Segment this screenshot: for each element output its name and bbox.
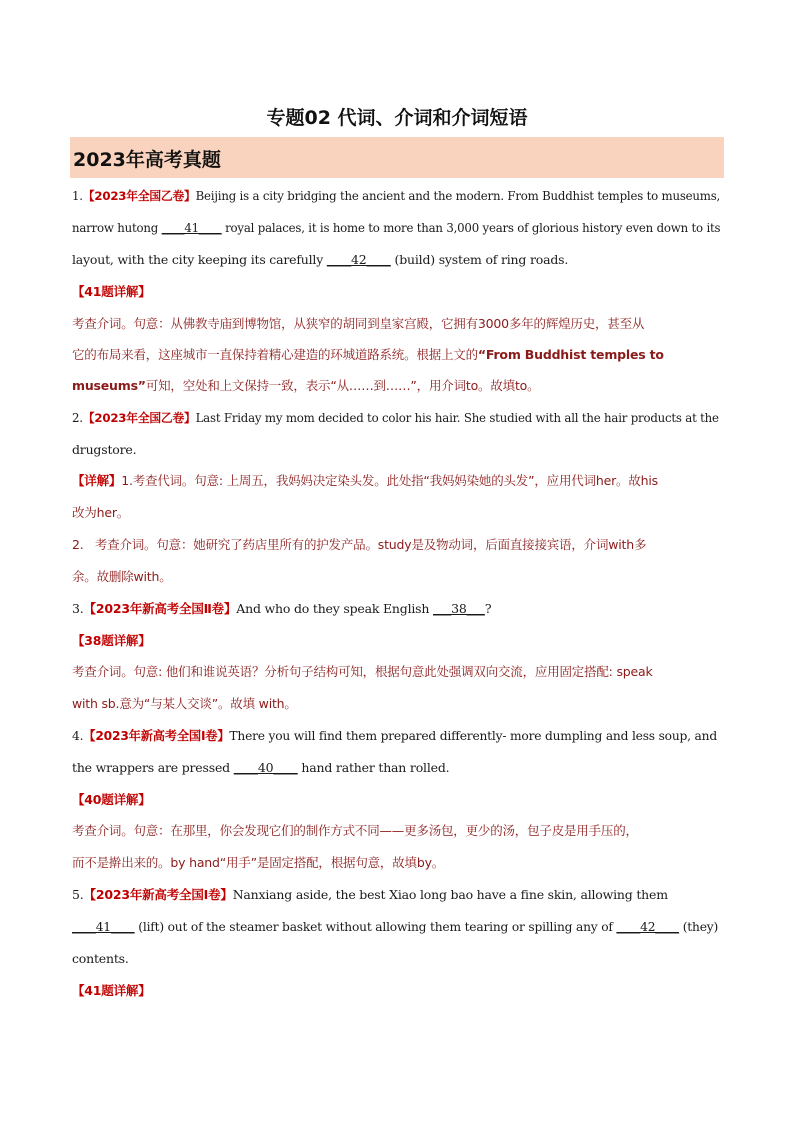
q2-d1b: 。故 — [616, 473, 641, 488]
q1-detail-1 — [72, 314, 722, 334]
q1-d1b: 多年的辉煌历史，甚至从 — [508, 316, 645, 331]
q1-detail-head: 【41题详解】 — [72, 284, 151, 299]
q3-source: 【2023年新高考全国Ⅱ卷】 — [83, 601, 237, 616]
q3-d2b: 意为“与某人交谈”。故填 — [119, 696, 255, 711]
q2-d1a: 1.考查代词。句意: 上周五，我妈妈决定染头发。此处指“我妈妈染她的头发”，应用代词 — [121, 473, 596, 488]
q3-detail-head: 【38题详解】 — [72, 633, 151, 648]
q5-line-3: contents. — [72, 951, 129, 966]
q2-detail-1 — [72, 471, 722, 491]
q1-text-2a: narrow hutong — [72, 221, 162, 235]
q2-detail-head: 【详解】 — [72, 473, 122, 488]
q1-number: 1. — [72, 189, 83, 203]
q2-line-1 — [72, 408, 722, 428]
blank-38: ___38___ — [433, 601, 485, 616]
q3-number: 3. — [72, 601, 84, 616]
q1-text-2b: royal palaces, it is home to more than 3,000 years of glorious history even down to its — [221, 221, 721, 235]
q5-blank-42: ____42____ — [616, 920, 680, 934]
q3-d1speak: speak — [616, 664, 653, 679]
q3-detail-1 — [72, 662, 722, 682]
q2-e1c: 多 — [633, 537, 647, 552]
q1-line-1 — [72, 186, 722, 206]
q3-d2c: 。 — [284, 696, 297, 711]
q2-e2a: 余。故删除 — [72, 569, 134, 584]
q2-source: 【2023年全国乙卷】 — [82, 411, 196, 425]
q1-line-3 — [72, 250, 722, 270]
q1-d3to2: to — [514, 378, 528, 393]
q4-d2c: 。 — [431, 855, 445, 870]
q4-d2b: “用手”是固定搭配，根据句意，故填 — [219, 855, 417, 870]
q4-detail-2 — [72, 853, 722, 873]
q4-d2by: by hand — [170, 855, 220, 870]
q1-detail-2 — [72, 345, 722, 365]
q5-line-1 — [72, 885, 722, 905]
blank-41: ____41____ — [161, 221, 222, 235]
blank-42: ____42____ — [326, 252, 391, 267]
q4-number: 4. — [72, 729, 84, 743]
q2-detail-2 — [72, 503, 722, 523]
q4-text-1: There you will find them prepared differently- more dumpling and less soup, and — [229, 729, 717, 743]
q1-d2quote: “From Buddhist temples to — [477, 347, 664, 362]
q1-d1a: 考查介词。句意：从佛教寺庙到博物馆，从狭窄的胡同到皇家宫殿，它拥有 — [72, 316, 478, 331]
q1-d1num: 3000 — [477, 316, 509, 331]
q4-line-1 — [72, 726, 722, 746]
q5-detail-head: 【41题详解】 — [72, 983, 151, 998]
q3-d2a: with sb. — [72, 696, 120, 711]
q5-text-2a: (lift) out of the steamer basket without allowing them tearing or spilling any of — [134, 920, 617, 934]
q4-line-2 — [72, 758, 722, 778]
q2-e2with: with — [133, 569, 160, 584]
q2-text-1: Last Friday my mom decided to color his hair. She studied with all the hair products at the — [195, 411, 719, 425]
blank-40: ____40____ — [233, 760, 298, 775]
section-title: 2023年高考真题 — [73, 149, 221, 171]
q3-line-1 — [72, 599, 722, 619]
q5-source: 【2023年新高考全国Ⅰ卷】 — [83, 887, 233, 902]
q5-number: 5. — [72, 887, 84, 902]
q3-d1a: 考查介词。句意: 他们和谁说英语？分析句子结构可知，根据句意此处强调双向交流，应用固定搭配: — [72, 664, 613, 679]
q2-d1his: his — [640, 473, 658, 488]
q1-text-3a: layout, with the city keeping its carefully — [72, 252, 327, 267]
q2-d2b: 。 — [116, 505, 130, 520]
q1-text-3b: (build) system of ring roads. — [390, 252, 569, 267]
q5-line-2 — [72, 917, 722, 937]
q3-text-1b: ? — [484, 601, 492, 616]
q1-detail-3 — [72, 376, 722, 396]
q2-line-2: drugstore. — [72, 442, 137, 457]
q1-d3a: 可知，空处和上文保持一致，表示“从……到……”，用介词 — [145, 378, 466, 393]
q2-number: 2. — [72, 411, 83, 425]
q2-detail-3 — [72, 535, 722, 555]
q3-d2with: with — [258, 696, 285, 711]
q1-line-2 — [72, 218, 722, 238]
q1-source: 【2023年全国乙卷】 — [82, 189, 196, 203]
q5-text-2b: (they) — [679, 920, 719, 934]
q4-detail-head: 【40题详解】 — [72, 792, 151, 807]
q2-e-num: 2. — [72, 537, 84, 552]
q1-d3c: 。 — [527, 378, 540, 393]
q5-text-1: Nanxiang aside, the best Xiao long bao have a fine skin, allowing them — [232, 887, 668, 902]
q1-d3to: to — [465, 378, 479, 393]
q2-e1a: 考查介词。句意：她研究了药店里所有的护发产品。 — [94, 537, 378, 552]
q2-e2b: 。 — [159, 569, 172, 584]
q2-d1her: her — [595, 473, 617, 488]
q1-d2a: 它的布局来看，这座城市一直保持着精心建造的环城道路系统。根据上文的 — [72, 347, 478, 362]
q2-e1b: 是及物动词，后面直接接宾语，介词 — [411, 537, 609, 552]
q4-text-2a: the wrappers are pressed — [72, 760, 234, 775]
q5-blank-41: ____41____ — [72, 920, 135, 934]
q1-text-1: Beijing is a city bridging the ancient and the modern. From Buddhist temples to museums, — [195, 189, 721, 203]
q4-d2a: 而不是擀出来的。 — [72, 855, 171, 870]
q2-e1with: with — [608, 537, 634, 552]
q2-detail-4 — [72, 567, 722, 587]
q4-detail-1: 考查介词。句意：在那里，你会发现它们的制作方式不同——更多汤包，更少的汤，包子皮是用手压的， — [72, 823, 638, 838]
q1-d3b: 。故填 — [478, 378, 515, 393]
q2-d2a: 改为 — [72, 505, 97, 520]
q4-text-2b: hand rather than rolled. — [297, 760, 450, 775]
page-title: 专题02 代词、介词和介词短语 — [266, 107, 528, 129]
q4-source: 【2023年新高考全国Ⅰ卷】 — [83, 729, 230, 743]
q1-d3quote: museums” — [72, 378, 146, 393]
q3-detail-2 — [72, 694, 722, 714]
q2-d2her: her — [96, 505, 117, 520]
q2-e1study: study — [377, 537, 412, 552]
q4-d2by2: by — [416, 855, 432, 870]
section-header — [70, 137, 724, 178]
q3-text-1a: And who do they speak English — [236, 601, 434, 616]
